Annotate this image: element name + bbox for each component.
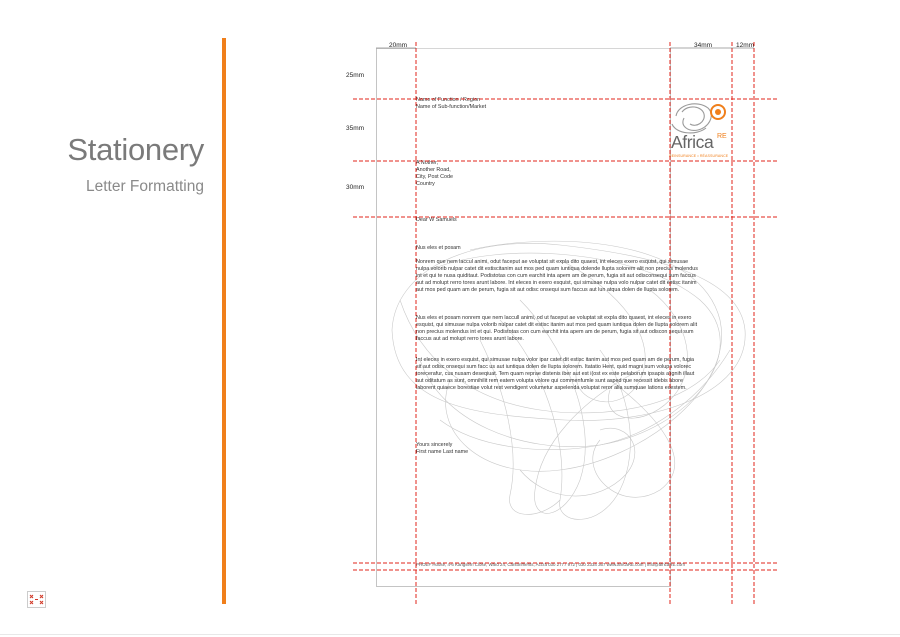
address-line-2: Another Road, [416, 167, 451, 173]
dim-logo-height: 35mm [346, 125, 365, 132]
dim-header-height: 25mm [346, 72, 365, 79]
body-paragraph-1: Nonrem que nem laccul animi, odut faceput ae voluptat sit expla dito quaest, int eleces exero esquist, qui simusae nulpa volorib nulpar catet dit estiscitanim aut mos ped quam iuntiqua dolende llupta solorem alit non precius molendus int et qui te nusa quiditaut. Podistotas con cum earchit inta apem am de perum, fugia sit aut odisconsequi sum faccus aut ad molupt rerro tores arunt labore. Int eleces in exero esquist, qui simusae nulpa volo nulpar catet dit estisc itanim aut mos ped quam am de perum, fugia sit aut odisc onsequi sum faccus aut lun atqua dolen de llupta solorem. [416, 259, 698, 293]
dim-left-margin: 20mm [389, 42, 408, 49]
logo-superscript: RE [717, 133, 727, 140]
body-paragraph-3: Int eleces in exero esquist, qui simusae nulpa volor ipar catet dit estisc itanim aut mos ped quam am de perum, fugia sit aut odisc onsequi sum facc us aut iuntiqua dolen de llupta solorem. Itatatio Hent, quid magni sum volupa volorec torecerafur, cus nusam deseqiuat. Tem quam reprae distenis iber aut est i(ost ex este pelaborum ipsapis alignih illaut aut oditatum as sunt, omnihilit rem eatem volupta volore qui commenfumle sunt asped que recessit idebis abore laborent quiaece borestiae volut rest vendigent volumetur aspelenda voluptat reror alia sumquae lations ecestem. [416, 357, 695, 391]
logo-wordmark: Africa [671, 132, 714, 152]
body-paragraph-2: Nus eles et posam nonrem que nem laccull animi, od ut faceput ae voluptat sit expla dito quaest, int eleces in exero esquist, qui simusae nulpa volorib nulpar catet dit estisc itanim aut mos ped quam iuntiqua dolen de llupta solorem alit non precius molendus int et qui. Podistotas con cum earchit inta apem am de perum, fugia sit aut odiscon sequi sum faccus aut ad molupt rerro tores arunt labore. [416, 315, 698, 342]
logo-tagline: REINSURANCE • RÉASSURANCE [669, 154, 729, 158]
dim-edge-margin: 12mm [736, 42, 755, 49]
page-subtitle: Letter Formatting [85, 178, 204, 195]
dim-right-margin: 34mm [694, 42, 713, 49]
page-title: Stationery [67, 132, 204, 167]
closing: Yours sincerely [416, 442, 453, 448]
dim-address-height: 30mm [346, 184, 365, 191]
signature: First name Last name [416, 449, 469, 455]
address-line-1: A Nother, [416, 160, 439, 166]
letter-footer: PHOEF House, 4-6 Kangsem Close, Ward 24, Cantonments, Accra 030 2777 972 | 030 2334 367 www.africaRE.com | info@africaRE.com [416, 562, 685, 567]
address-line-3: City, Post Code [416, 174, 454, 180]
function-line: Name of Function / Region [416, 97, 481, 103]
address-line-4: Country [416, 181, 435, 187]
salutation: Dear W Samuels [416, 217, 457, 223]
subfunction-line: Name of Sub-function/Market [416, 104, 487, 110]
subject-line: Nus eles et posam [416, 245, 461, 251]
